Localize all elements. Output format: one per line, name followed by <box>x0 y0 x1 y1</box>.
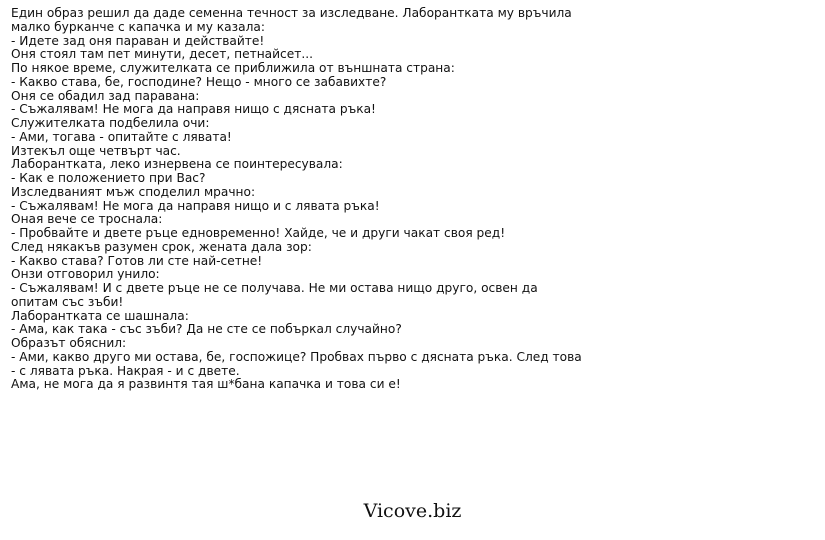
joke-line: След някакъв разумен срок, жената дала зор: <box>11 239 312 254</box>
joke-line: Един образ решил да даде семенна течност за изследване. Лаборантката му връчила <box>11 6 572 20</box>
joke-line: - Съжалявам! Не мога да направя нищо и с лявата ръка! <box>11 198 380 213</box>
joke-line: Изследваният мъж споделил мрачно: <box>11 184 256 199</box>
joke-line: Лаборантката, леко изнервена се поинтересувала: <box>11 157 343 172</box>
joke-line: Изтекъл още четвърт час. <box>11 143 181 158</box>
joke-line: малко бурканче с капачка и му казала: <box>11 19 265 34</box>
joke-line: опитам със зъби! <box>11 294 124 309</box>
joke-line: - Ами, тогава - опитайте с лявата! <box>11 129 232 144</box>
joke-line: - Съжалявам! Не мога да направя нищо с дясната ръка! <box>11 102 376 117</box>
joke-line: - Какво става? Готов ли сте най-сетне! <box>11 253 263 268</box>
joke-line: Ама, не мога да я развинтя тая ш*бана капачка и това си е! <box>11 377 401 392</box>
joke-line: Оная вече се троснала: <box>11 212 163 227</box>
joke-line: Лаборантката се шашнала: <box>11 308 189 323</box>
joke-line: Оня стоял там пет минути, десет, петнайсет... <box>11 47 313 62</box>
joke-line: По някое време, служителката се приближила от външната страна: <box>11 61 455 75</box>
joke-text-block <box>11 7 611 392</box>
joke-line: - с лявата ръка. Накрая - и с двете. <box>11 363 240 378</box>
joke-line: Онзи отговорил унило: <box>11 267 160 282</box>
joke-line: - Какво става, бе, господине? Нещо - много се забавихте? <box>11 74 387 89</box>
joke-line: Образът обяснил: <box>11 336 127 350</box>
joke-line: - Ами, какво друго ми остава, бе, госпожице? Пробвах първо с дясната ръка. След това <box>11 349 582 364</box>
site-watermark: Vicove.biz <box>363 500 462 522</box>
joke-line: Служителката подбелила очи: <box>11 116 210 130</box>
joke-line: - Съжалявам! И с двете ръце не се получава. Не ми остава нищо друго, освен да <box>11 281 538 295</box>
joke-line: - Пробвайте и двете ръце едновременно! Хайде, че и други чакат своя ред! <box>11 226 506 240</box>
joke-line: - Ама, как така - със зъби? Да не сте се побъркал случайно? <box>11 322 402 337</box>
joke-line: - Идете зад оня параван и действайте! <box>11 33 265 48</box>
joke-line: - Как е положението при Вас? <box>11 171 206 185</box>
joke-line: Оня се обадил зад паравана: <box>11 88 200 103</box>
